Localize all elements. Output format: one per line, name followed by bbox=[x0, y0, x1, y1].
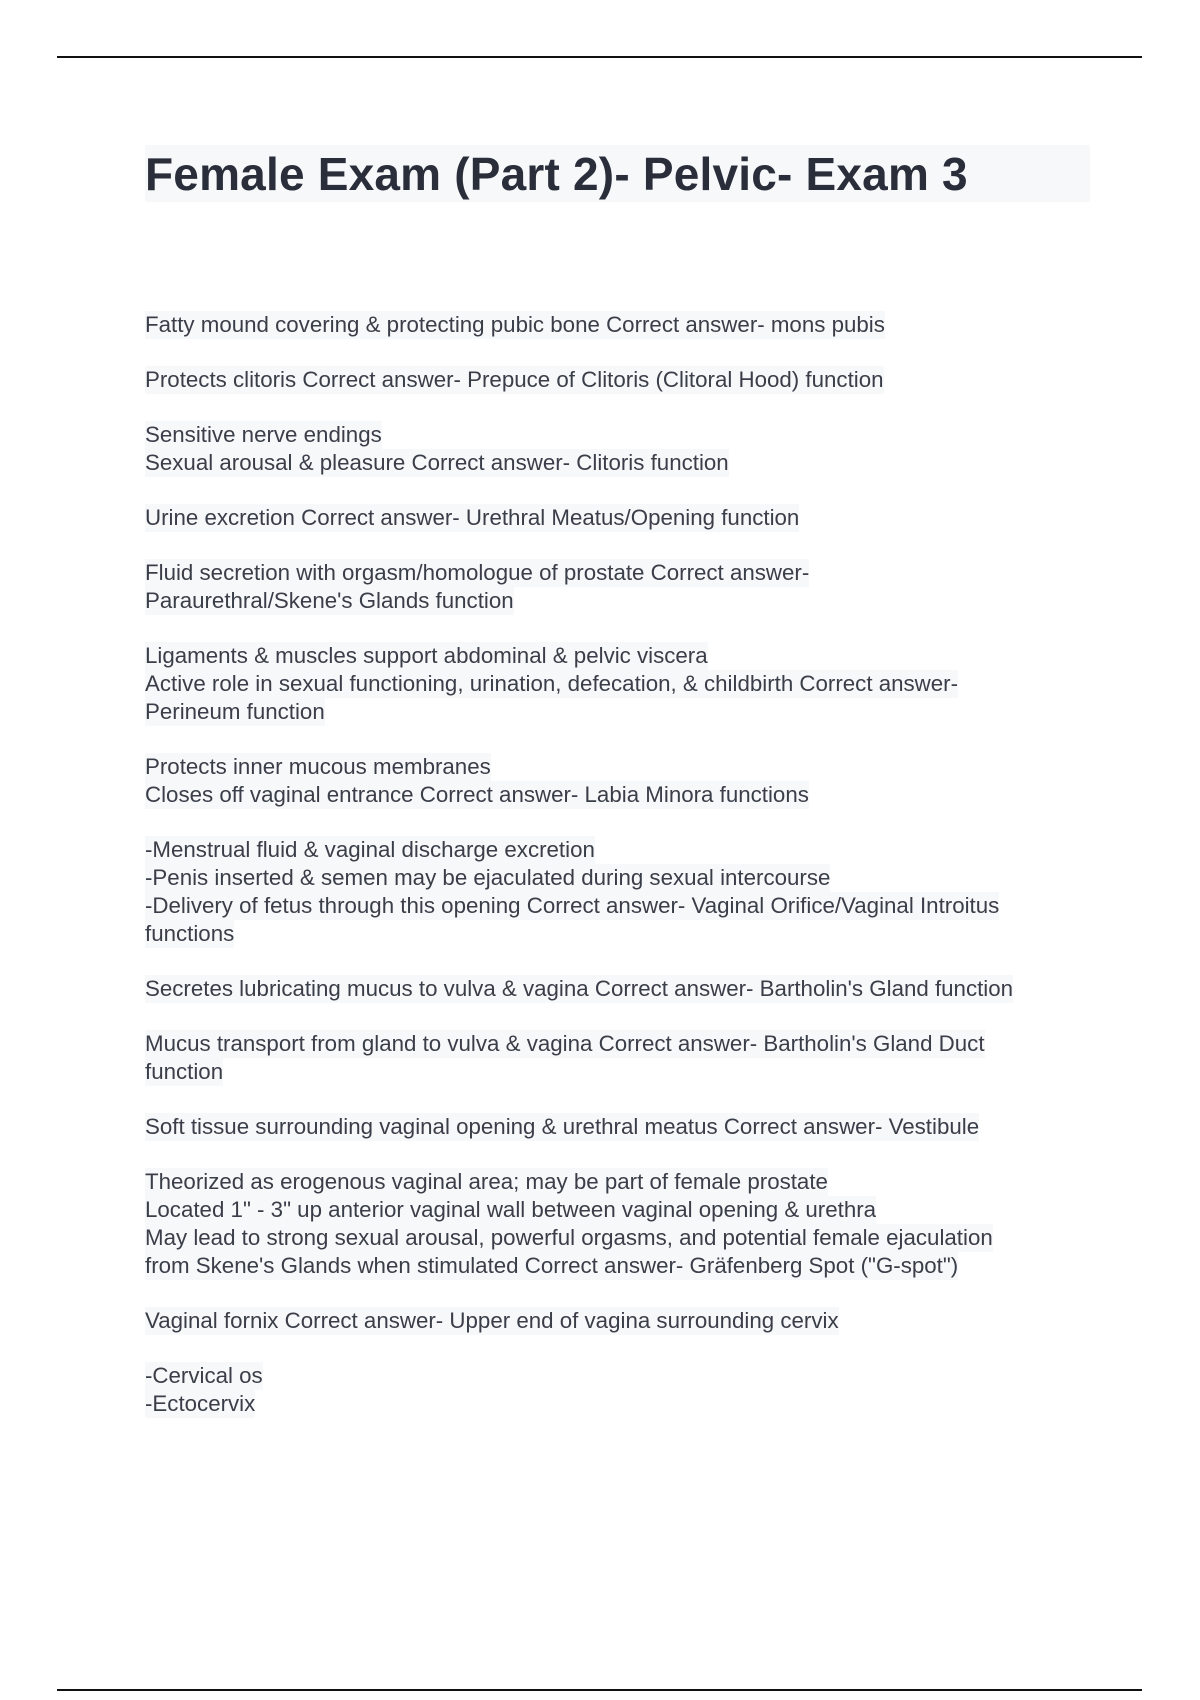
qa-item bbox=[145, 1307, 1095, 1335]
qa-item bbox=[145, 1362, 1095, 1418]
qa-line: -Cervical os bbox=[145, 1363, 263, 1388]
qa-line: Mucus transport from gland to vulva & vagina Correct answer- Bartholin's Gland Duct bbox=[145, 1031, 985, 1056]
qa-line: -Menstrual fluid & vaginal discharge excretion bbox=[145, 837, 595, 862]
qa-line: Sexual arousal & pleasure Correct answer- Clitoris function bbox=[145, 450, 729, 475]
qa-item bbox=[145, 504, 1095, 532]
qa-item bbox=[145, 1168, 1095, 1280]
qa-item bbox=[145, 975, 1095, 1003]
qa-line: functions bbox=[145, 921, 235, 946]
qa-line: from Skene's Glands when stimulated Correct answer- Gräfenberg Spot ("G-spot") bbox=[145, 1253, 959, 1278]
qa-item bbox=[145, 753, 1095, 809]
qa-item bbox=[145, 559, 1095, 615]
qa-line: Sensitive nerve endings bbox=[145, 422, 382, 447]
qa-line: Active role in sexual functioning, urination, defecation, & childbirth Correct answer- bbox=[145, 671, 959, 696]
qa-line: Paraurethral/Skene's Glands function bbox=[145, 588, 514, 613]
top-divider bbox=[57, 56, 1142, 58]
qa-line: function bbox=[145, 1059, 224, 1084]
qa-line: Vaginal fornix Correct answer- Upper end of vagina surrounding cervix bbox=[145, 1308, 839, 1333]
qa-line: Urine excretion Correct answer- Urethral Meatus/Opening function bbox=[145, 505, 800, 530]
qa-line: Protects inner mucous membranes bbox=[145, 754, 491, 779]
qa-line: Fluid secretion with orgasm/homologue of prostate Correct answer- bbox=[145, 560, 810, 585]
qa-line: Protects clitoris Correct answer- Prepuce of Clitoris (Clitoral Hood) function bbox=[145, 367, 884, 392]
qa-line: Perineum function bbox=[145, 699, 325, 724]
qa-item bbox=[145, 836, 1095, 948]
qa-line: -Ectocervix bbox=[145, 1391, 256, 1416]
qa-item bbox=[145, 311, 1095, 339]
qa-item bbox=[145, 1030, 1095, 1086]
qa-line: Closes off vaginal entrance Correct answer- Labia Minora functions bbox=[145, 782, 809, 807]
qa-item bbox=[145, 366, 1095, 394]
qa-line: Ligaments & muscles support abdominal & pelvic viscera bbox=[145, 643, 708, 668]
qa-item bbox=[145, 421, 1095, 477]
bottom-divider bbox=[57, 1689, 1142, 1691]
qa-list bbox=[145, 311, 1095, 1445]
page-title: Female Exam (Part 2)- Pelvic- Exam 3 bbox=[145, 148, 968, 200]
qa-line: Fatty mound covering & protecting pubic bone Correct answer- mons pubis bbox=[145, 312, 885, 337]
qa-line: Secretes lubricating mucus to vulva & vagina Correct answer- Bartholin's Gland function bbox=[145, 976, 1014, 1001]
qa-line: -Penis inserted & semen may be ejaculated during sexual intercourse bbox=[145, 865, 831, 890]
qa-line: Theorized as erogenous vaginal area; may be part of female prostate bbox=[145, 1169, 828, 1194]
qa-line: May lead to strong sexual arousal, powerful orgasms, and potential female ejaculation bbox=[145, 1225, 993, 1250]
qa-item bbox=[145, 1113, 1095, 1141]
qa-line: -Delivery of fetus through this opening Correct answer- Vaginal Orifice/Vaginal Introitus bbox=[145, 893, 1000, 918]
qa-line: Located 1" - 3" up anterior vaginal wall between vaginal opening & urethra bbox=[145, 1197, 877, 1222]
qa-item bbox=[145, 642, 1095, 726]
qa-line: Soft tissue surrounding vaginal opening & urethral meatus Correct answer- Vestibule bbox=[145, 1114, 980, 1139]
